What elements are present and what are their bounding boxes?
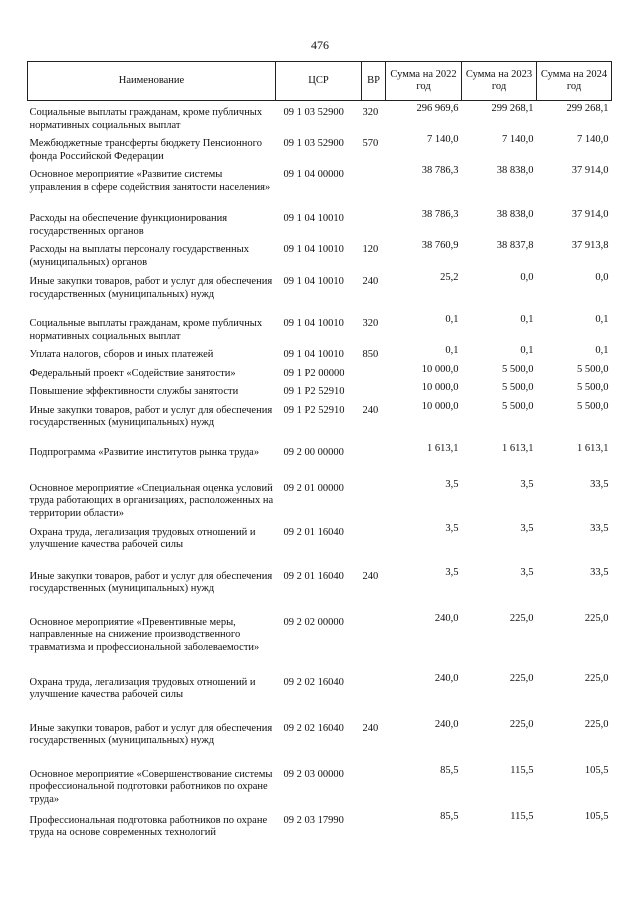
row-name: Расходы на выплаты персоналу государственных (муниципальных) органов [29, 244, 249, 268]
row-csr: 09 2 00 00000 [283, 446, 344, 458]
row-csr: 09 1 03 52900 [283, 107, 344, 118]
row-name: Межбюджетные трансферты бюджету Пенсионного фонда Российской Федерации [29, 138, 262, 162]
table-row [28, 362, 612, 381]
row-csr: 09 2 03 00000 [283, 768, 344, 780]
row-sum-2022: 3,5 [445, 478, 459, 490]
row-sum-2022: 10 000,0 [421, 400, 459, 412]
row-sum-2022: 240,0 [434, 612, 459, 624]
row-csr: 09 1 04 10010 [283, 276, 344, 287]
row-name: Федеральный проект «Содействие занятости» [29, 367, 236, 379]
table-header-row [28, 62, 612, 101]
row-sum-2023: 5 500,0 [502, 400, 534, 412]
row-vr [362, 763, 386, 809]
row-vr: 240 [362, 404, 379, 416]
row-sum-2023: 0,0 [520, 272, 534, 283]
row-csr: 09 1 04 00000 [283, 169, 344, 180]
header-sum-2024: Сумма на 2024 год [537, 62, 612, 101]
row-sum-2022: 3,5 [445, 522, 459, 534]
table-row [28, 207, 612, 238]
row-csr: 09 1 04 10010 [283, 244, 344, 255]
row-vr [362, 477, 386, 521]
row-csr: 09 1 03 52900 [283, 138, 344, 149]
row-sum-2023: 115,5 [510, 764, 534, 776]
row-sum-2024: 225,0 [584, 612, 609, 624]
row-sum-2024: 299 268,1 [566, 103, 609, 114]
row-vr: 850 [362, 349, 379, 360]
table-row [28, 521, 612, 565]
row-vr [362, 441, 386, 477]
row-sum-2024: 0,1 [595, 345, 609, 356]
row-sum-2023: 225,0 [509, 718, 534, 730]
row-sum-2022: 38 760,9 [421, 240, 459, 251]
row-sum-2022: 25,2 [440, 272, 459, 283]
row-vr [362, 362, 386, 381]
table-row [28, 565, 612, 611]
row-sum-2023: 0,1 [520, 314, 534, 325]
row-sum-2022: 38 786,3 [421, 209, 459, 220]
table-row [28, 399, 612, 441]
row-vr [362, 380, 386, 399]
row-name: Иные закупки товаров, работ и услуг для обеспечения государственных (муниципальных) нужд [29, 570, 273, 594]
header-csr: ЦСР [276, 62, 362, 101]
row-sum-2023: 3,5 [520, 566, 534, 578]
row-name: Повышение эффективности службы занятости [29, 386, 239, 397]
row-name: Основное мероприятие «Совершенствование системы профессиональной подготовки работников по охране труда» [29, 768, 273, 805]
row-sum-2024: 1 613,1 [577, 442, 609, 454]
row-sum-2023: 3,5 [520, 522, 534, 534]
row-vr [362, 809, 386, 855]
row-sum-2022: 85,5 [440, 764, 459, 776]
row-sum-2023: 0,1 [520, 345, 534, 356]
row-sum-2023: 115,5 [510, 810, 534, 822]
row-sum-2024: 5 500,0 [577, 382, 609, 393]
row-vr [362, 521, 386, 565]
header-sum-2022: Сумма на 2022 год [386, 62, 462, 101]
row-csr: 09 1 P2 52910 [283, 386, 345, 397]
row-vr: 120 [362, 244, 379, 255]
row-csr: 09 1 04 10010 [283, 349, 344, 360]
row-sum-2023: 299 268,1 [491, 103, 534, 114]
row-csr: 09 2 03 17990 [283, 814, 344, 826]
row-sum-2024: 33,5 [590, 478, 609, 490]
budget-table [27, 61, 612, 855]
row-sum-2024: 37 914,0 [571, 209, 609, 220]
row-name: Уплата налогов, сборов и иных платежей [29, 349, 214, 360]
row-csr: 09 2 01 16040 [283, 526, 344, 538]
table-row [28, 441, 612, 477]
table-row [28, 101, 612, 133]
row-name: Социальные выплаты гражданам, кроме публичных нормативных социальных выплат [29, 318, 263, 342]
row-sum-2024: 37 914,0 [571, 165, 609, 176]
table-row [28, 380, 612, 399]
row-name: Охрана труда, легализация трудовых отношений и улучшение качества рабочей силы [29, 526, 256, 550]
row-vr: 570 [362, 138, 379, 149]
row-sum-2022: 38 786,3 [421, 165, 459, 176]
row-csr: 09 2 01 00000 [283, 482, 344, 494]
row-sum-2023: 225,0 [509, 612, 534, 624]
row-sum-2024: 5 500,0 [577, 400, 609, 412]
row-vr [362, 671, 386, 717]
row-sum-2022: 3,5 [445, 566, 459, 578]
row-sum-2024: 105,5 [584, 764, 609, 776]
table-row [28, 312, 612, 343]
row-csr: 09 2 01 16040 [283, 570, 344, 582]
row-vr: 240 [362, 722, 379, 734]
table-row [28, 477, 612, 521]
row-csr: 09 2 02 16040 [283, 676, 344, 688]
table-row [28, 611, 612, 671]
row-sum-2023: 5 500,0 [502, 363, 534, 375]
row-sum-2023: 38 838,0 [496, 209, 534, 220]
row-sum-2022: 240,0 [434, 718, 459, 730]
row-sum-2024: 0,1 [595, 314, 609, 325]
row-csr: 09 1 04 10010 [283, 318, 344, 329]
row-sum-2022: 0,1 [445, 345, 459, 356]
header-vr: ВР [362, 62, 386, 101]
row-sum-2024: 225,0 [584, 718, 609, 730]
table-row [28, 343, 612, 362]
row-name: Основное мероприятие «Специальная оценка условий труда работающих в организациях, расположенных на территории области» [29, 482, 274, 519]
row-name: Расходы на обеспечение функционирования государственных органов [29, 213, 228, 237]
row-sum-2023: 225,0 [509, 672, 534, 684]
row-sum-2024: 0,0 [595, 272, 609, 283]
row-vr: 320 [362, 107, 379, 118]
table-row [28, 717, 612, 763]
row-vr: 240 [362, 570, 379, 582]
row-vr: 240 [362, 276, 379, 287]
row-sum-2023: 38 838,0 [496, 165, 534, 176]
row-sum-2022: 7 140,0 [427, 134, 459, 145]
row-sum-2024: 105,5 [584, 810, 609, 822]
table-body [28, 101, 612, 855]
row-sum-2022: 10 000,0 [421, 382, 459, 393]
row-name: Основное мероприятие «Превентивные меры, направленные на снижение производственного травматизма и профессиональной заболеваемости» [29, 616, 260, 653]
row-sum-2024: 33,5 [590, 566, 609, 578]
row-name: Профессиональная подготовка работников по охране труда на основе современных технологий [29, 814, 268, 838]
table-row [28, 132, 612, 163]
page-number: 476 [311, 38, 329, 52]
row-sum-2023: 38 837,8 [496, 240, 534, 251]
table-row [28, 270, 612, 312]
table-row [28, 763, 612, 809]
row-sum-2023: 3,5 [520, 478, 534, 490]
row-name: Иные закупки товаров, работ и услуг для обеспечения государственных (муниципальных) нужд [29, 722, 273, 746]
row-name: Подпрограмма «Развитие институтов рынка труда» [29, 446, 260, 458]
row-vr: 320 [362, 318, 379, 329]
row-name: Иные закупки товаров, работ и услуг для обеспечения государственных (муниципальных) нужд [29, 276, 273, 300]
row-name: Основное мероприятие «Развитие системы управления в сфере содействия занятости населения» [29, 169, 271, 193]
row-sum-2023: 1 613,1 [502, 442, 534, 454]
row-sum-2024: 225,0 [584, 672, 609, 684]
row-sum-2024: 5 500,0 [577, 363, 609, 375]
row-sum-2022: 0,1 [445, 314, 459, 325]
table-row [28, 671, 612, 717]
table-row [28, 809, 612, 855]
row-sum-2022: 296 969,6 [416, 103, 459, 114]
row-sum-2022: 240,0 [434, 672, 459, 684]
row-name: Иные закупки товаров, работ и услуг для обеспечения государственных (муниципальных) нужд [29, 404, 273, 428]
row-csr: 09 1 P2 52910 [283, 404, 345, 416]
row-sum-2022: 10 000,0 [421, 363, 459, 375]
row-csr: 09 2 02 16040 [283, 722, 344, 734]
header-name: Наименование [28, 62, 276, 101]
row-csr: 09 1 P2 00000 [283, 367, 345, 379]
row-sum-2024: 37 913,8 [571, 240, 609, 251]
row-sum-2024: 7 140,0 [577, 134, 609, 145]
header-sum-2023: Сумма на 2023 год [462, 62, 537, 101]
row-name: Охрана труда, легализация трудовых отношений и улучшение качества рабочей силы [29, 676, 256, 700]
row-csr: 09 1 04 10010 [283, 213, 344, 224]
row-csr: 09 2 02 00000 [283, 616, 344, 628]
table-row [28, 163, 612, 207]
row-vr [362, 207, 386, 238]
row-name: Социальные выплаты гражданам, кроме публичных нормативных социальных выплат [29, 107, 263, 131]
row-sum-2024: 33,5 [590, 522, 609, 534]
row-sum-2023: 5 500,0 [502, 382, 534, 393]
row-vr [362, 163, 386, 207]
row-sum-2023: 7 140,0 [502, 134, 534, 145]
row-vr [362, 611, 386, 671]
row-sum-2022: 85,5 [440, 810, 459, 822]
row-sum-2022: 1 613,1 [427, 442, 459, 454]
table-row [28, 238, 612, 270]
